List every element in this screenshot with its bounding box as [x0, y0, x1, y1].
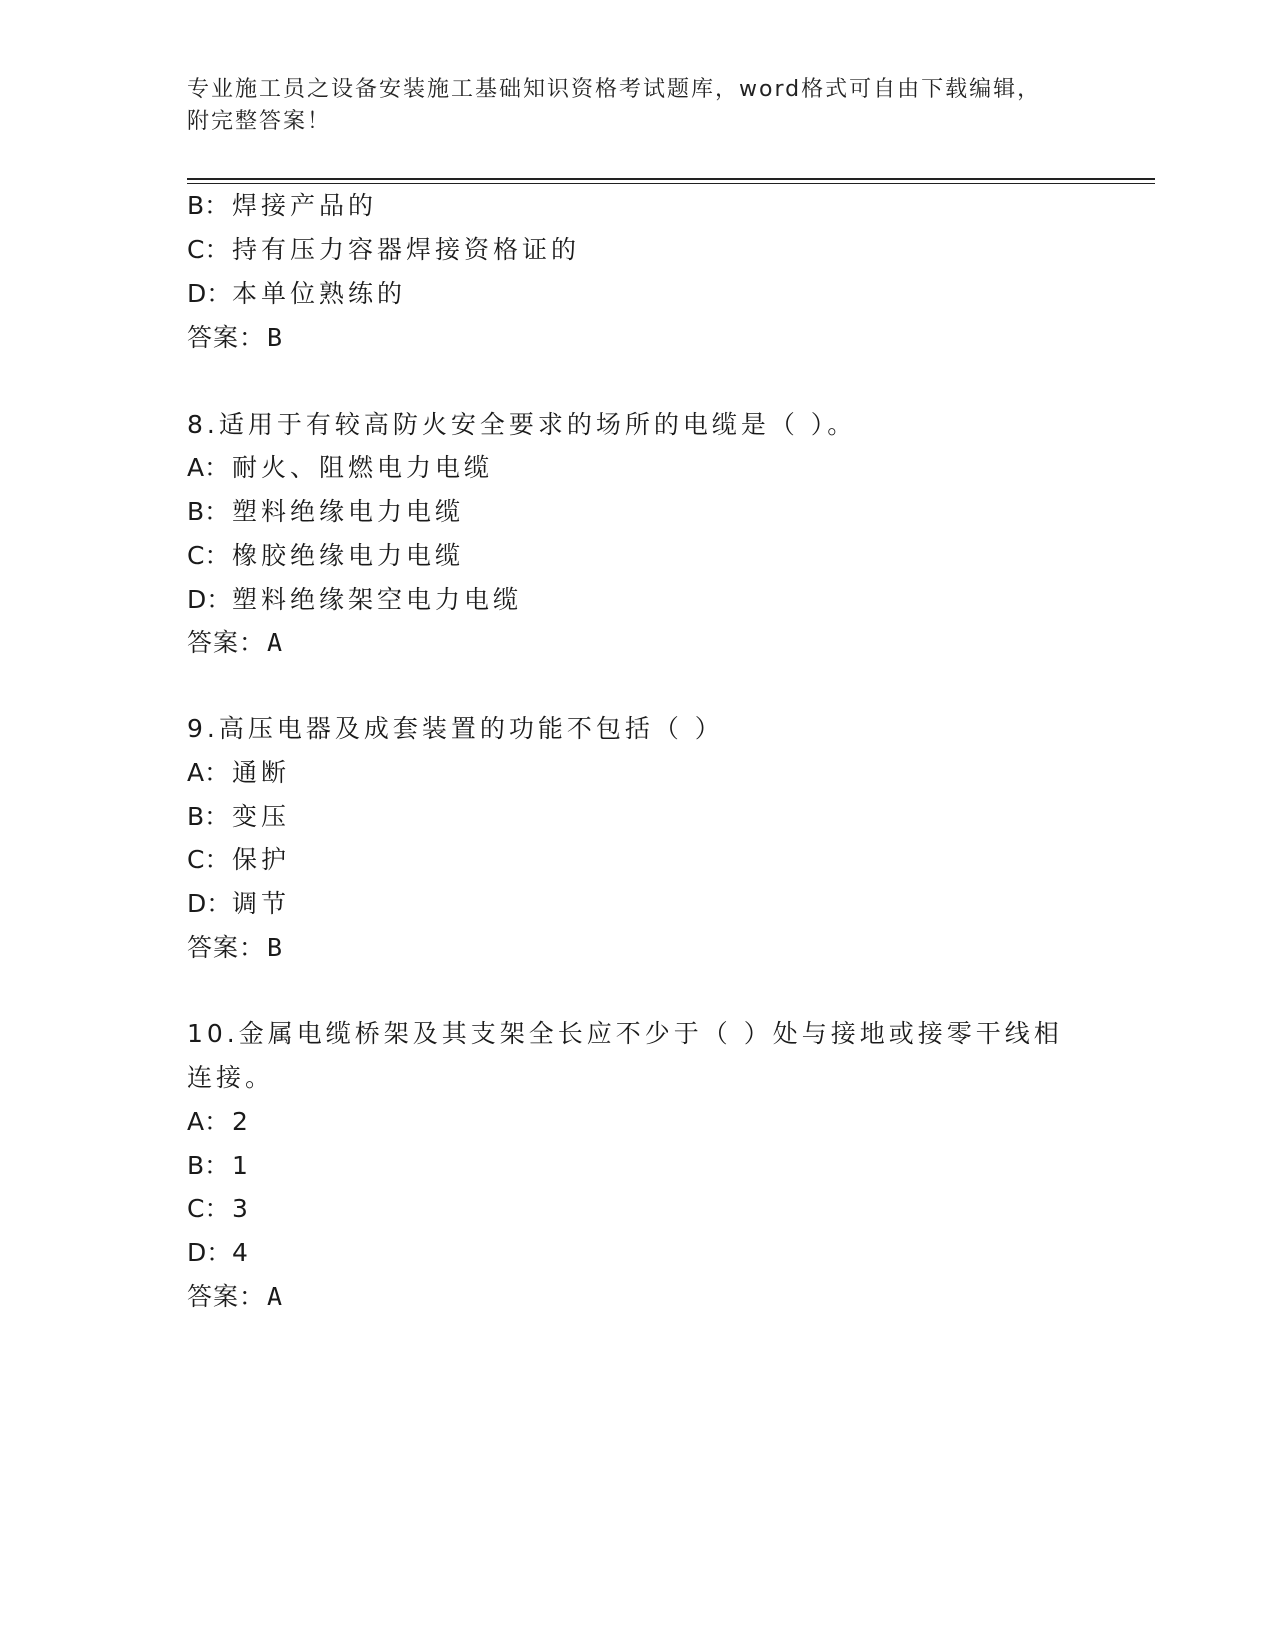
option-letter: C： [187, 235, 230, 264]
q10-stem-line-1: 10.金属电缆桥架及其支架全长应不少于（ ）处与接地或接零干线相 [187, 1019, 1063, 1048]
q7-option-b [187, 186, 377, 222]
q9-option-b [187, 797, 290, 833]
option-letter: B： [187, 802, 230, 831]
option-letter: B： [187, 497, 230, 526]
option-text: 2 [232, 1107, 252, 1136]
answer-label: 答案： [187, 933, 266, 962]
option-letter: C： [187, 845, 230, 874]
header-line-2: 附完整答案！ [187, 109, 332, 134]
option-text: 保护 [232, 845, 291, 874]
option-letter: C： [187, 1194, 230, 1223]
header-divider-thin [187, 183, 1155, 184]
option-text: 1 [232, 1151, 252, 1180]
q8-answer [187, 623, 283, 659]
option-letter: D： [187, 585, 232, 614]
q9-option-d [187, 884, 290, 920]
option-text: 焊接产品的 [232, 191, 378, 220]
answer-label: 答案： [187, 628, 266, 657]
answer-value: A [267, 628, 284, 657]
q10-option-d [187, 1233, 252, 1269]
q10-option-c [187, 1189, 252, 1225]
q7-option-c [187, 230, 580, 266]
option-letter: A： [187, 1107, 230, 1136]
q8-option-c [187, 536, 464, 572]
header-divider-thick [187, 178, 1155, 180]
answer-value: B [267, 323, 284, 352]
option-letter: A： [187, 453, 230, 482]
answer-label: 答案： [187, 323, 266, 352]
option-text: 持有压力容器焊接资格证的 [232, 235, 581, 264]
option-letter: D： [187, 889, 232, 918]
answer-value: B [267, 933, 284, 962]
option-letter: D： [187, 279, 232, 308]
q8-stem: 8.适用于有较高防火安全要求的场所的电缆是（ ）。 [187, 410, 857, 439]
option-text: 塑料绝缘电力电缆 [232, 497, 465, 526]
answer-value: A [267, 1282, 284, 1311]
q8-option-a [187, 448, 493, 484]
option-text: 橡胶绝缘电力电缆 [232, 541, 465, 570]
q9-option-a [187, 753, 290, 789]
q7-answer [187, 318, 283, 354]
q8-option-b [187, 492, 464, 528]
option-text: 塑料绝缘架空电力电缆 [232, 585, 523, 614]
option-text: 调节 [232, 889, 291, 918]
q7-option-d [187, 274, 406, 310]
option-text: 3 [232, 1194, 252, 1223]
option-letter: A： [187, 758, 230, 787]
answer-label: 答案： [187, 1282, 266, 1311]
header-line-1: 专业施工员之设备安装施工基础知识资格考试题库，word格式可自由下载编辑， [187, 77, 1042, 102]
option-text: 变压 [232, 802, 291, 831]
q9-answer [187, 928, 283, 964]
option-text: 通断 [232, 758, 291, 787]
option-text: 耐火、阻燃电力电缆 [232, 453, 494, 482]
q10-option-b [187, 1146, 252, 1182]
q10-stem-line-2: 连接。 [187, 1063, 275, 1092]
document-header [187, 74, 1067, 138]
option-letter: D： [187, 1238, 232, 1267]
q10-option-a [187, 1102, 252, 1138]
q9-option-c [187, 840, 290, 876]
option-text: 4 [232, 1238, 252, 1267]
q8-option-d [187, 580, 522, 616]
option-text: 本单位熟练的 [232, 279, 407, 308]
option-letter: B： [187, 191, 230, 220]
q9-stem: 9.高压电器及成套装置的功能不包括（ ） [187, 714, 724, 743]
q10-answer [187, 1277, 283, 1313]
option-letter: B： [187, 1151, 230, 1180]
option-letter: C： [187, 541, 230, 570]
